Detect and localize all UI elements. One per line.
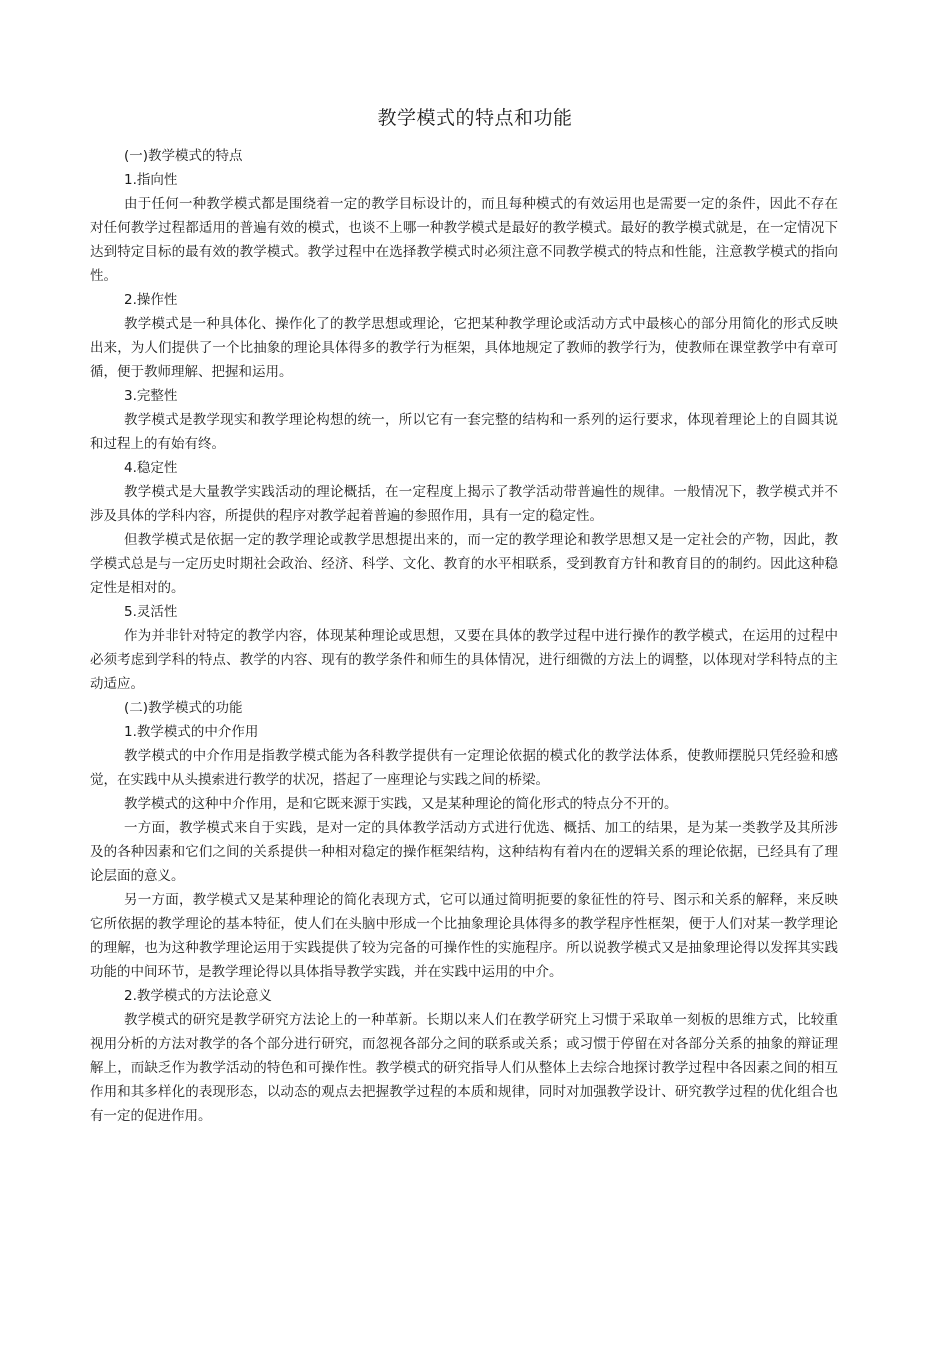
subheading-completeness: 3.完整性 — [124, 388, 178, 404]
paragraph-directivity: 由于任何一种教学模式都是围绕着一定的教学目标设计的，而且每种模式的有效运用也是需要一定的条件，因此不存在对任何教学过程都适用的普遍有效的模式，也谈不上哪一种教学模式是最好的教学模式。最好的教学模式就是，在一定情况下达到特定目标的最有效的教学模式。教学过程中在选择教学模式时必须注意不同教学模式的特点和性能，注意教学模式的指向性。 — [90, 196, 838, 284]
paragraph-stability-1: 教学模式是大量教学实践活动的理论概括，在一定程度上揭示了教学活动带普遍性的规律。一般情况下，教学模式并不涉及具体的学科内容，所提供的程序对教学起着普遍的参照作用，具有一定的稳定性。 — [90, 484, 838, 524]
document-title: 教学模式的特点和功能 — [377, 107, 573, 129]
paragraph-operability: 教学模式是一种具体化、操作化了的教学思想或理论，它把某种教学理论或活动方式中最核心的部分用简化的形式反映出来，为人们提供了一个比抽象的理论具体得多的教学行为框架，具体地规定了教师的教学行为，使教师在课堂教学中有章可循，便于教师理解、把握和运用。 — [90, 316, 838, 380]
paragraph-methodology: 教学模式的研究是教学研究方法论上的一种革新。长期以来人们在教学研究上习惯于采取单一刻板的思维方式，比较重视用分析的方法对教学的各个部分进行研究，而忽视各部分之间的联系或关系；或习惯于停留在对各部分关系的抽象的辩证理解上，而缺乏作为教学活动的特色和可操作性。教学模式的研究指导人们从整体上去综合地探讨教学过程中各因素之间的相互作用和其多样化的表现形态，以动态的观点去把握教学过程的本质和规律，同时对加强教学设计、研究教学过程的优化组合也有一定的促进作用。 — [90, 1012, 838, 1124]
paragraph-mediating-2: 教学模式的这种中介作用，是和它既来源于实践，又是某种理论的简化形式的特点分不开的。 — [124, 796, 678, 812]
section-heading-features: (一)教学模式的特点 — [124, 148, 243, 164]
subheading-mediating-role: 1.教学模式的中介作用 — [124, 724, 259, 740]
paragraph-mediating-3: 一方面，教学模式来自于实践，是对一定的具体教学活动方式进行优选、概括、加工的结果，是为某一类教学及其所涉及的各种因素和它们之间的关系提供一种相对稳定的操作框架结构，这种结构有着内在的逻辑关系的理论依据，已经具有了理论层面的意义。 — [90, 820, 838, 884]
subheading-methodology: 2.教学模式的方法论意义 — [124, 988, 272, 1004]
document-body — [90, 144, 838, 1128]
subheading-flexibility: 5.灵活性 — [124, 604, 178, 620]
subheading-directivity: 1.指向性 — [124, 172, 178, 188]
subheading-operability: 2.操作性 — [124, 292, 178, 308]
paragraph-flexibility: 作为并非针对特定的教学内容，体现某种理论或思想，又要在具体的教学过程中进行操作的教学模式，在运用的过程中必须考虑到学科的特点、教学的内容、现有的教学条件和师生的具体情况，进行细微的方法上的调整，以体现对学科特点的主动适应。 — [90, 628, 838, 692]
paragraph-mediating-1: 教学模式的中介作用是指教学模式能为各科教学提供有一定理论依据的模式化的教学法体系，使教师摆脱只凭经验和感觉，在实践中从头摸索进行教学的状况，搭起了一座理论与实践之间的桥梁。 — [90, 748, 838, 788]
subheading-stability: 4.稳定性 — [124, 460, 178, 476]
section-heading-functions: (二)教学模式的功能 — [124, 700, 243, 716]
paragraph-stability-2: 但教学模式是依据一定的教学理论或教学思想提出来的，而一定的教学理论和教学思想又是一定社会的产物，因此，教学模式总是与一定历史时期社会政治、经济、科学、文化、教育的水平相联系，受到教育方针和教育目的的制约。因此这种稳定性是相对的。 — [90, 532, 838, 596]
paragraph-completeness: 教学模式是教学现实和教学理论构想的统一，所以它有一套完整的结构和一系列的运行要求，体现着理论上的自圆其说和过程上的有始有终。 — [90, 412, 838, 452]
paragraph-mediating-4: 另一方面，教学模式又是某种理论的简化表现方式，它可以通过简明扼要的象征性的符号、图示和关系的解释，来反映它所依据的教学理论的基本特征，使人们在头脑中形成一个比抽象理论具体得多的教学程序性框架，便于人们对某一教学理论的理解，也为这种教学理论运用于实践提供了较为完备的可操作性的实施程序。所以说教学模式又是抽象理论得以发挥其实践功能的中间环节，是教学理论得以具体指导教学实践，并在实践中运用的中介。 — [90, 892, 838, 980]
